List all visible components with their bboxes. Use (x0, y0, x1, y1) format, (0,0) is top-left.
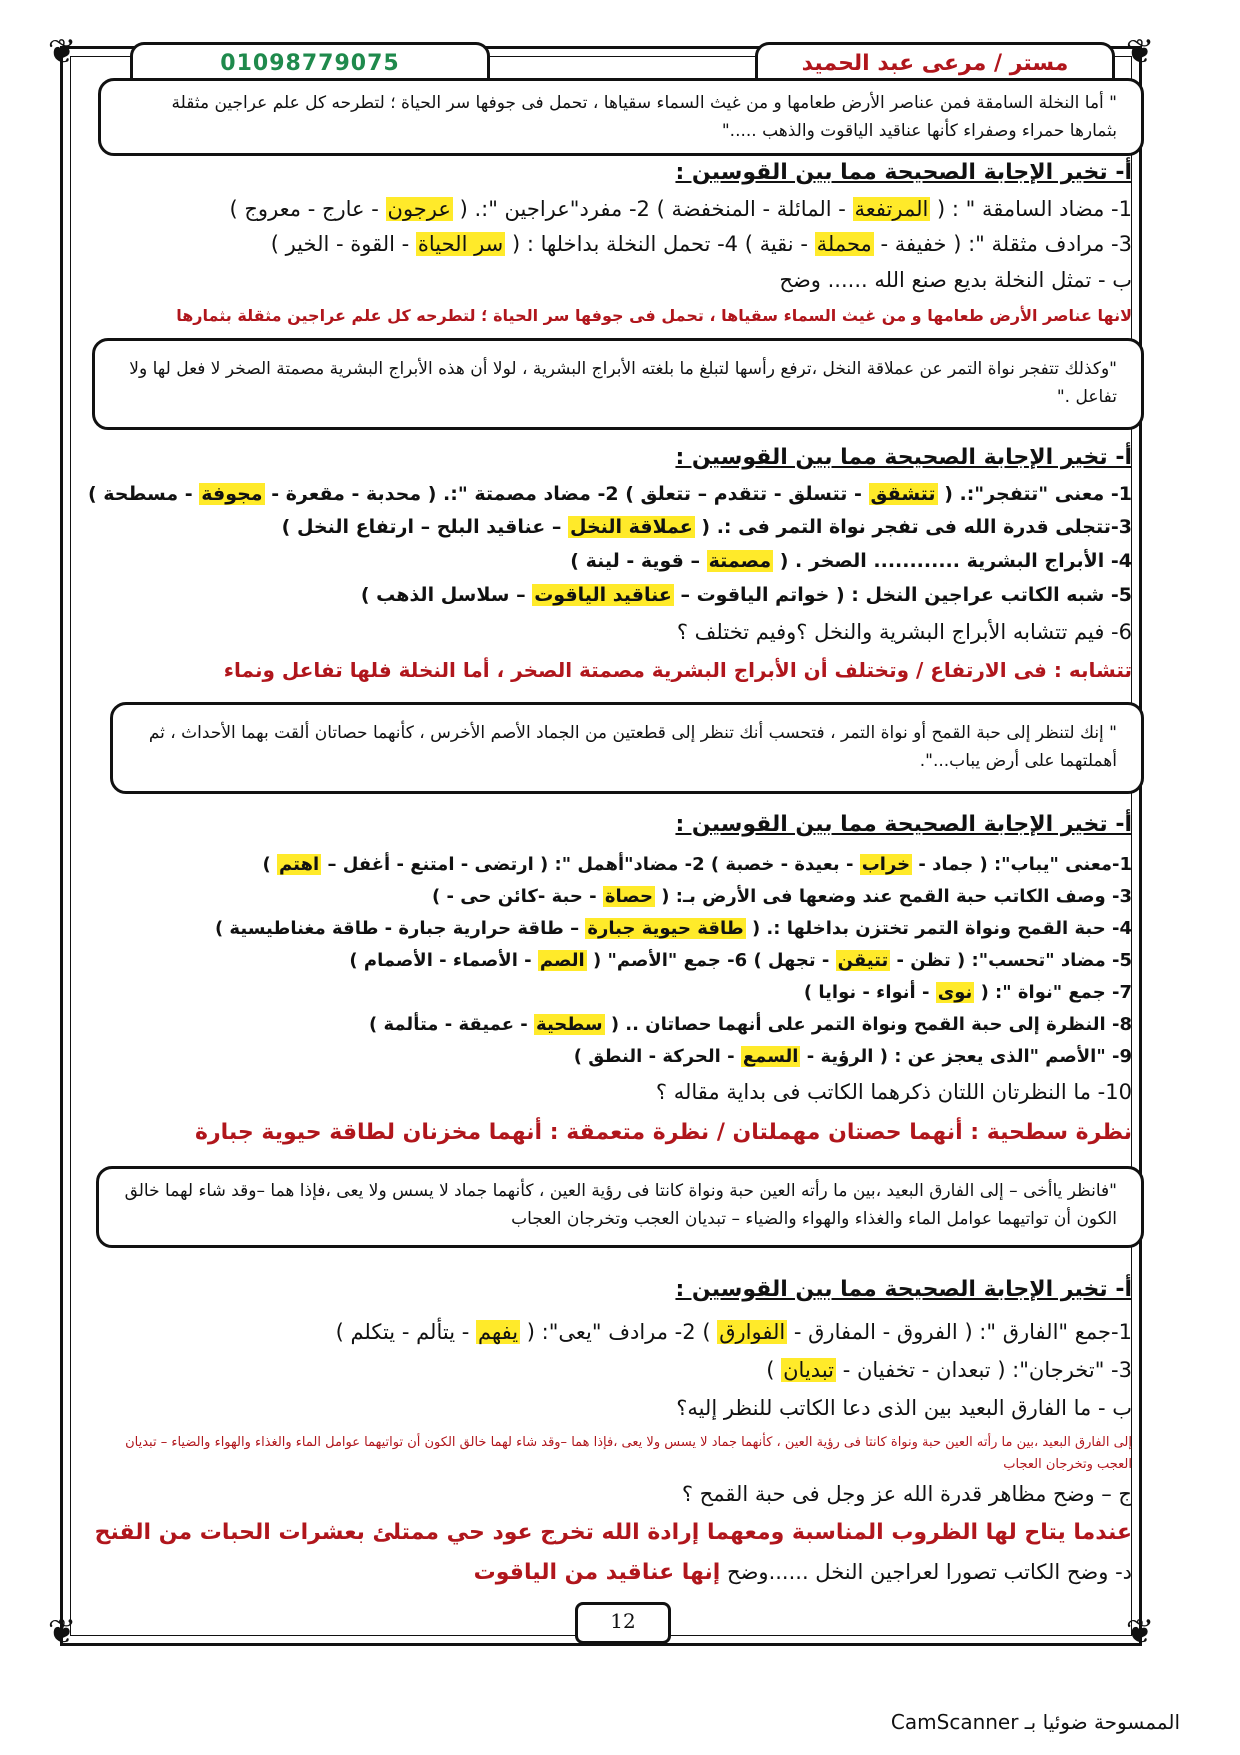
highlighted-answer: عملاقة النخل (569, 516, 693, 538)
highlighted-answer: خراب (861, 854, 911, 875)
question-line: 9- "الأصم "الذى يعجز عن : ( الرؤية - السمع - الحركة - النطق ) (573, 1046, 1132, 1067)
question-line: 1-جمع "الفارق ": ( الفروق - المفارق - الفوارق ) 2- مرادف "يعى": ( يفهم - يتألم - يتكلم ) (335, 1320, 1132, 1344)
highlighted-answer: السمع (742, 1046, 799, 1067)
corner-ornament-icon: ❦ (1125, 1612, 1155, 1652)
highlighted-answer: حصاة (604, 886, 653, 907)
highlighted-answer: طاقة حيوية جبارة (587, 918, 744, 939)
answer-text: إلى الفارق البعيد ،بين ما رأته العين حبة ونواة كانتا فى رؤية العين ، كأنهما جماد لا يسس ولا يعى ،فإذا هما –وقد شاء لهما خالق الكون أن تواتيهما عوامل الماء والغذاء والهواء والضياء – تبديان العجب وتخرجان العجاب (125, 1435, 1132, 1472)
question-line: ب - ما الفارق البعيد بين الذى دعا الكاتب للنظر إليه؟ (676, 1396, 1132, 1420)
highlighted-answer: عناقيد الياقوت (534, 584, 672, 606)
highlighted-answer: الفوارق (719, 1320, 786, 1344)
question-line: 3- وصف الكاتب حبة القمح عند وضعها فى الأرض بـ: ( حصاة - حبة -كائن حى - ) (432, 886, 1132, 907)
highlighted-answer: سطحية (536, 1014, 603, 1035)
highlighted-answer: الصم (539, 950, 585, 971)
highlighted-answer: المرتفعة (854, 197, 929, 221)
answer-text: إنها عناقيد من الياقوت (473, 1560, 721, 1585)
highlighted-answer: مجوفة (201, 483, 263, 505)
question-line: د- وضح الكاتب تصورا لعراجين النخل ......وضح إنها عناقيد من الياقوت (473, 1560, 1132, 1585)
corner-ornament-icon: ❦ (1125, 32, 1155, 72)
highlighted-answer: اهتم (279, 854, 320, 875)
section-heading: أ- تخير الإجابة الصحيحة مما بين القوسين : (675, 445, 1132, 470)
question-line: 1-معنى "يباب": ( جماد - خراب - بعيدة - خصبة ) 2- مضاد"أهمل ": ( ارتضى - امتنع - أغفل – اهتم ) (262, 854, 1132, 875)
answer-text: تتشابه : فى الارتفاع / وتختلف أن الأبراج البشرية مصمتة الصخر ، أما النخلة فلها تفاعل ونماء (223, 658, 1132, 682)
section-heading: أ- تخير الإجابة الصحيحة مما بين القوسين : (675, 812, 1132, 837)
question-line: ج – وضح مظاهر قدرة الله عز وجل فى حبة القمح ؟ (681, 1482, 1132, 1506)
quote-box: "فانظر ياأخى – إلى الفارق البعيد ،بين ما رأته العين حبة ونواة كانتا فى رؤية العين ، كأنهما جماد لا يسس ولا يعى ،فإذا هما –وقد شاء لهما خالق الكون أن تواتيهما عوامل الماء والغذاء والهواء والضياء – تبديان العجب وتخرجان العجاب (96, 1166, 1144, 1248)
highlighted-answer: يفهم (477, 1320, 519, 1344)
highlighted-answer: تتشقق (870, 483, 936, 505)
question-line: 1- مضاد السامقة " : ( المرتفعة - المائلة - المنخفضة ) 2- مفرد"عراجين ":. ( عرجون - عارج - معروج ) (229, 197, 1132, 221)
corner-ornament-icon: ❦ (47, 32, 77, 72)
question-line: 4- حبة القمح ونواة التمر تختزن بداخلها :. ( طاقة حيوية جبارة – طاقة حرارية جبارة - طاقة مغناطيسية ) (214, 918, 1132, 939)
question-line: 7- جمع "نواة ": ( نوى - أنواء - نوايا ) (803, 982, 1132, 1003)
answer-text: نظرة سطحية : أنهما حصتان مهملتان / نظرة متعمقة : أنهما مخزنان لطاقة حيوية جبارة (194, 1120, 1132, 1145)
highlighted-answer: نوى (937, 982, 973, 1003)
question-line: ب - تمثل النخلة بديع صنع الله ...... وضح (779, 268, 1132, 292)
quote-box: "وكذلك تتفجر نواة التمر عن عملاقة النخل ،ترفع رأسها لتبلغ ما بلغته الأبراج البشرية ، لولا أن هذه الأبراج البشرية مصمتة الصخر لا فعل لها ولا تفاعل ." (92, 338, 1144, 430)
teacher-phone: 01098779075 (130, 42, 490, 84)
teacher-name: مستر / مرعى عبد الحميد (755, 42, 1115, 84)
question-line: 8- النظرة إلى حبة القمح ونواة التمر على أنهما حصاتان .. ( سطحية - عميقة - متألمة ) (368, 1014, 1132, 1035)
question-line: 5- شبه الكاتب عراجين النخل : ( خواتم الياقوت – عناقيد الياقوت – سلاسل الذهب ) (360, 584, 1132, 606)
highlighted-answer: مصمتة (708, 550, 772, 572)
highlighted-answer: تتيقن (837, 950, 889, 971)
question-line: 3- "تخرجان": ( تبعدان - تخفيان - تبديان ) (766, 1358, 1132, 1382)
question-line: 4- الأبراج البشرية ............ الصخر . ( مصمتة – قوية - لينة ) (570, 550, 1132, 572)
page-number: 12 (575, 1602, 671, 1644)
quote-box: " أما النخلة السامقة فمن عناصر الأرض طعامها و من غيث السماء سقياها ، تحمل فى جوفها سر الحياة ؛ لتطرحه كل علم عراجين مثقلة بثمارها حمراء وصفراء كأنها عناقيد الياقوت والذهب ....." (98, 78, 1144, 156)
quote-box: " إنك لتنظر إلى حبة القمح أو نواة التمر ، فتحسب أنك تنظر إلى قطعتين من الجماد الأصم الأخرس ، كأنهما حصاتان ألقت بهما الأحداث ، ثم أهملتهما على أرض يباب...". (110, 702, 1144, 794)
highlighted-answer: تبديان (783, 1358, 834, 1382)
answer-text: عندما يتاح لها الظروب المناسبة ومعهما إرادة الله تخرج عود حي ممتلئ بعشرات الحبات من القنح (94, 1520, 1132, 1545)
highlighted-answer: سر الحياة (417, 232, 504, 256)
section-heading: أ- تخير الإجابة الصحيحة مما بين القوسين : (675, 1277, 1132, 1302)
question-line: 6- فيم تتشابه الأبراج البشرية والنخل ؟وفيم تختلف ؟ (676, 620, 1132, 644)
corner-ornament-icon: ❦ (47, 1612, 77, 1652)
question-line: 5- مضاد "تحسب": ( تظن - تتيقن - تجهل ) 6- جمع "الأصم" ( الصم - الأصماء - الأصمام ) (349, 950, 1132, 971)
answer-text: لانها عناصر الأرض طعامها و من غيث السماء سقياها ، تحمل فى جوفها سر الحياة ؛ لتطرحه كل علم عراجين مثقلة بثمارها (176, 306, 1132, 325)
section-heading: أ- تخير الإجابة الصحيحة مما بين القوسين : (675, 160, 1132, 185)
question-line: 10- ما النظرتان اللتان ذكرهما الكاتب فى بداية مقاله ؟ (655, 1080, 1132, 1104)
question-line: 3- مرادف مثقلة ": ( خفيفة - محملة - نقية ) 4- تحمل النخلة بداخلها : ( سر الحياة - القوة - الخير ) (270, 232, 1132, 256)
highlighted-answer: عرجون (387, 197, 451, 221)
highlighted-answer: محملة (816, 232, 872, 256)
scanner-watermark: الممسوحة ضوئيا بـ CamScanner (890, 1710, 1180, 1734)
question-line: 3-تتجلى قدرة الله فى تفجر نواة التمر فى :. ( عملاقة النخل – عناقيد البلح – ارتفاع النخل ) (281, 516, 1132, 538)
question-line: 1- معنى "تتفجر":. ( تتشقق - تتسلق - تتقدم – تتعلق ) 2- مضاد مصمتة ":. ( محدبة - مقعرة - مجوفة - مسطحة ) (87, 483, 1132, 505)
